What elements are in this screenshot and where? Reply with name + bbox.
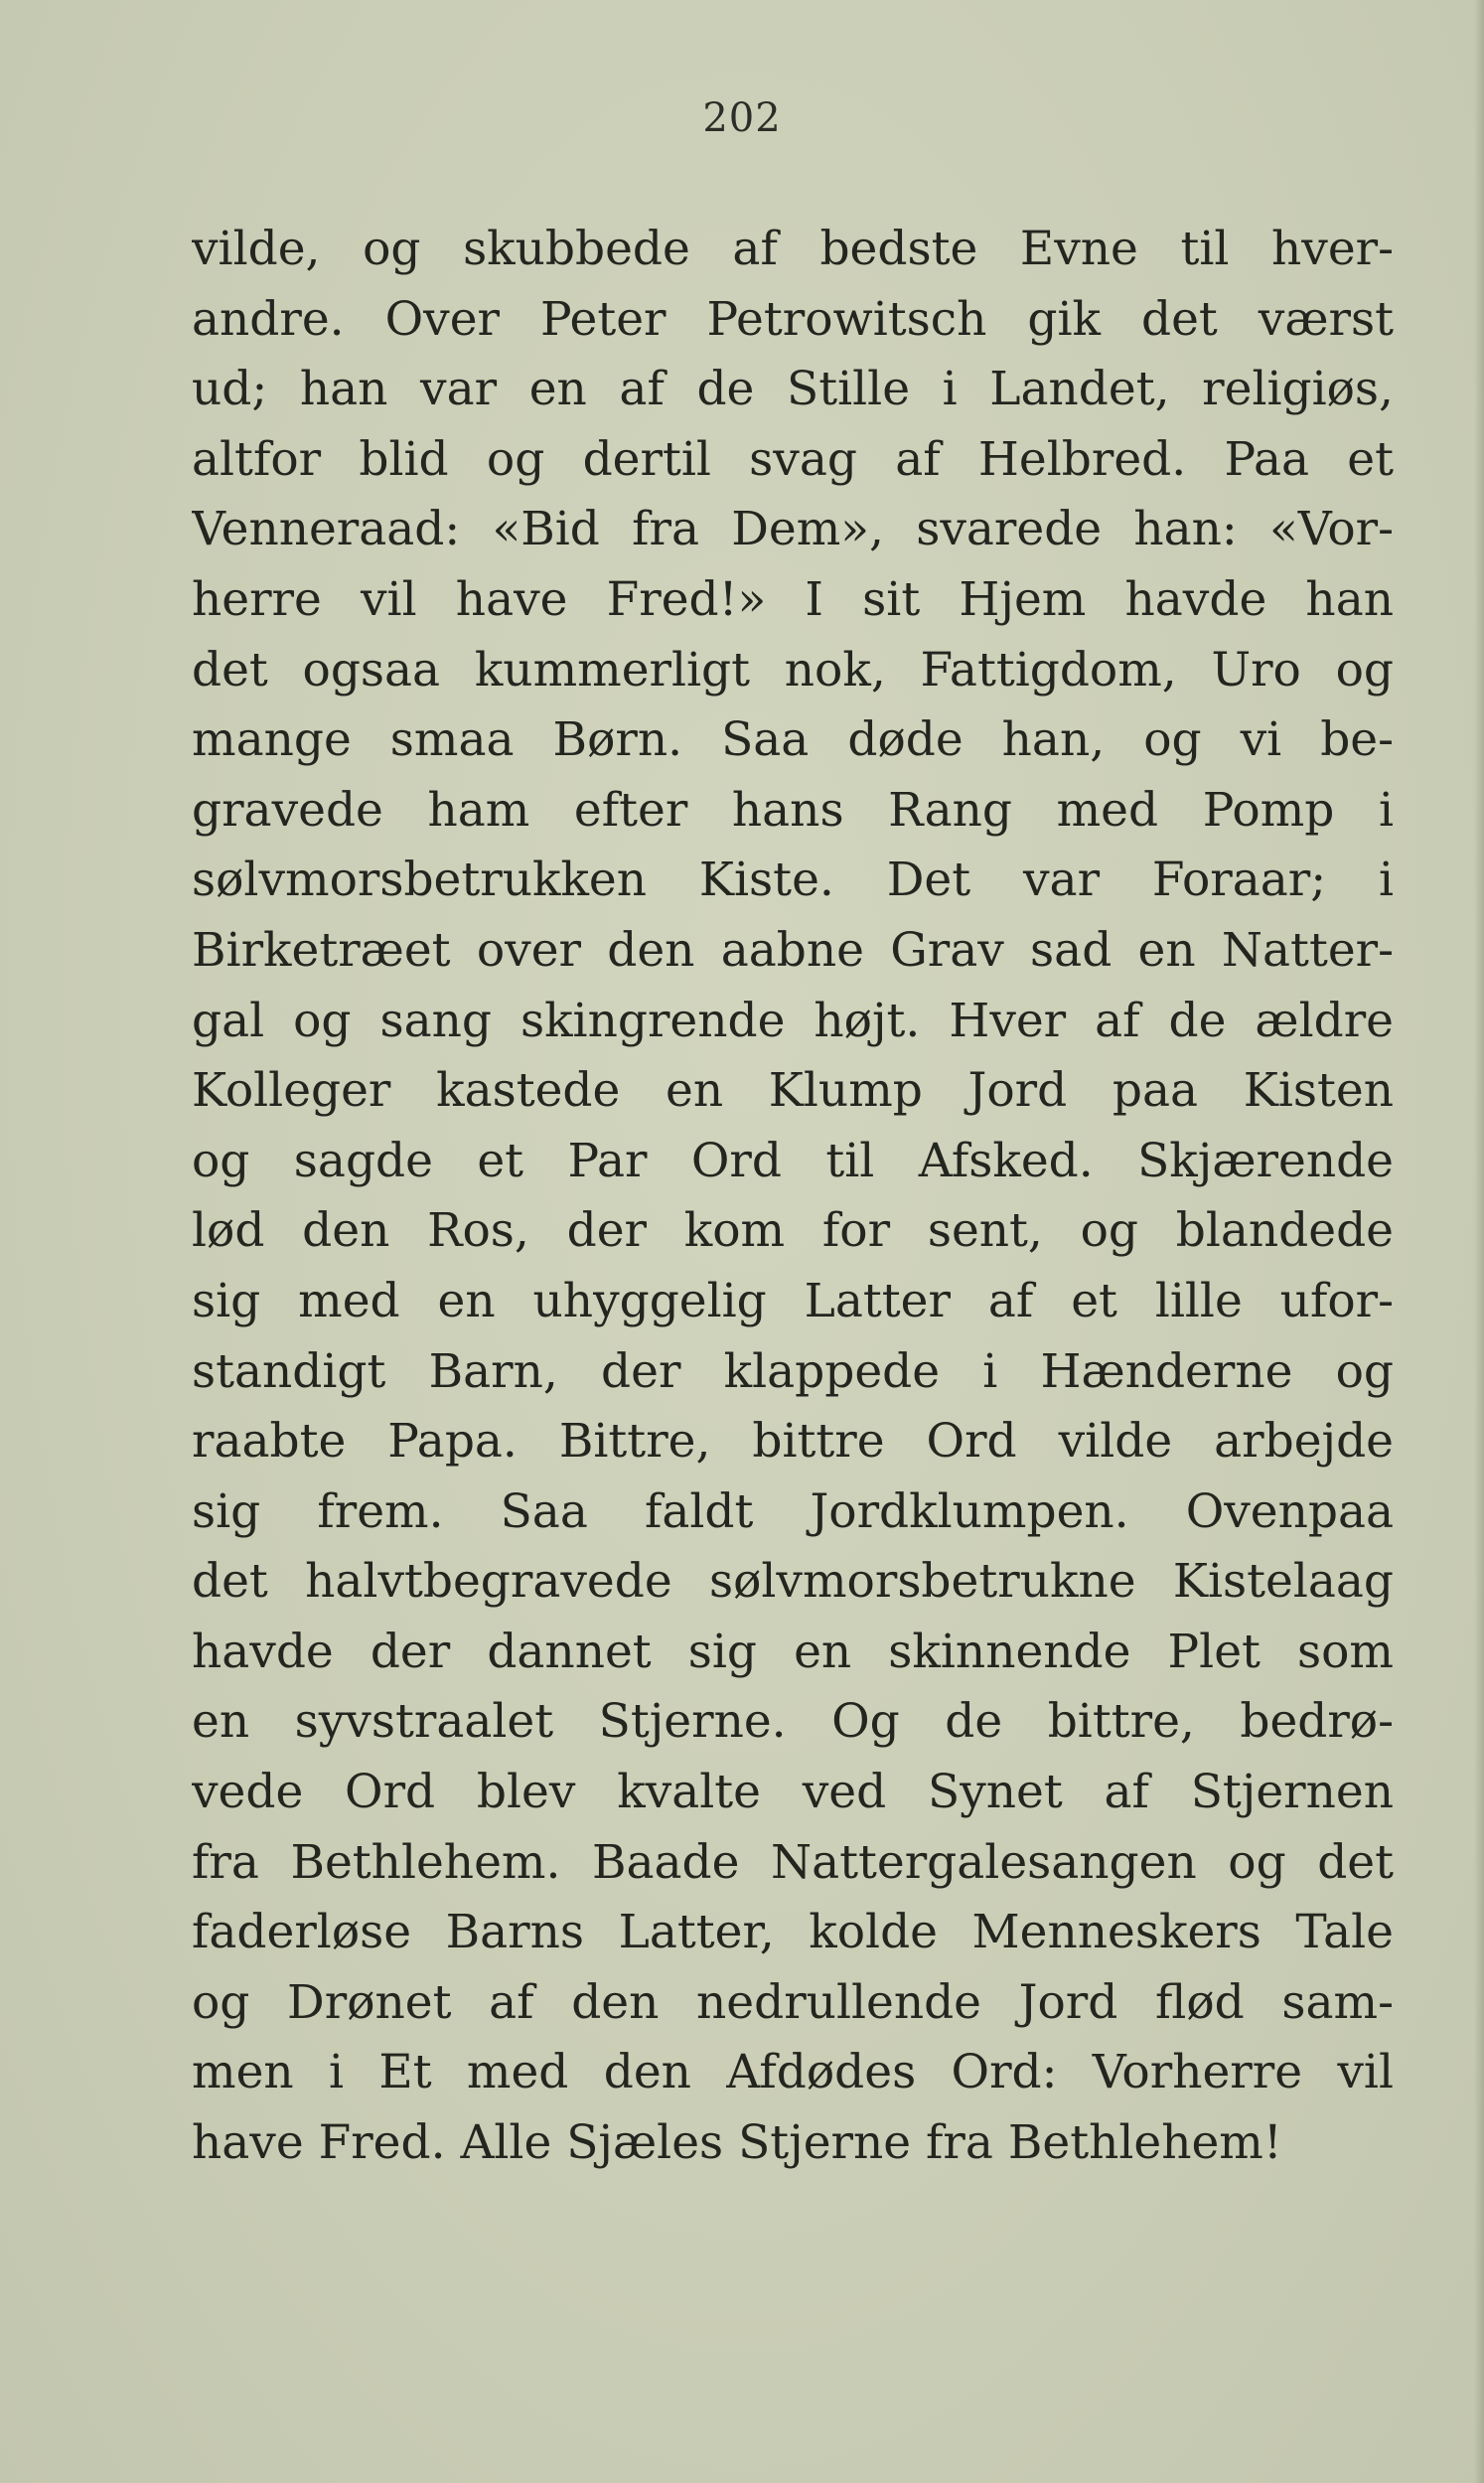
text-line: Venneraad: «Bid fra Dem», svarede han: «Vor- <box>192 502 1394 557</box>
text-line: sig med en uhyggelig Latter af et lille ufor- <box>192 1273 1394 1328</box>
text-line: og Drønet af den nedrullende Jord flød sam- <box>192 1974 1394 2030</box>
body-text <box>192 221 1394 2185</box>
page-number: 202 <box>702 95 782 141</box>
text-line: gal og sang skingrende højt. Hver af de ældre <box>192 993 1394 1048</box>
text-line: have Fred. Alle Sjæles Stjerne fra Bethlehem! <box>192 2115 1282 2171</box>
text-line: det ogsaa kummerligt nok, Fattigdom, Uro og <box>192 642 1394 698</box>
text-line: men i Et med den Afdødes Ord: Vorherre vil <box>192 2045 1394 2100</box>
text-line: raabte Papa. Bittre, bittre Ord vilde arbejde <box>192 1414 1394 1470</box>
text-line: herre vil have Fred!» I sit Hjem havde han <box>192 571 1394 627</box>
text-line: ud; han var en af de Stille i Landet, religiøs, <box>192 362 1394 417</box>
text-line: havde der dannet sig en skinnende Plet som <box>192 1624 1394 1679</box>
text-line: Birketræet over den aabne Grav sad en Natter- <box>192 922 1394 978</box>
text-line: lød den Ros, der kom for sent, og blandede <box>192 1203 1394 1259</box>
text-line: altfor blid og dertil svag af Helbred. Paa et <box>192 431 1394 487</box>
text-line: en syvstraalet Stjerne. Og de bittre, bedrø- <box>192 1694 1394 1750</box>
text-line: vede Ord blev kvalte ved Synet af Stjernen <box>192 1765 1394 1820</box>
text-line: vilde, og skubbede af bedste Evne til hver- <box>192 222 1394 276</box>
page-edge-shadow <box>1474 0 1484 2483</box>
text-line: fra Bethlehem. Baade Nattergalesangen og det <box>192 1834 1394 1890</box>
text-line: og sagde et Par Ord til Afsked. Skjærende <box>192 1133 1394 1188</box>
text-line: sølvmorsbetrukken Kiste. Det var Foraar; i <box>192 853 1394 908</box>
text-line: det halvtbegravede sølvmorsbetrukne Kistelaag <box>192 1554 1394 1610</box>
text-line: gravede ham efter hans Rang med Pomp i <box>192 782 1394 838</box>
text-line: sig frem. Saa faldt Jordklumpen. Ovenpaa <box>192 1483 1394 1539</box>
text-line: mange smaa Børn. Saa døde han, og vi be- <box>192 712 1394 768</box>
text-line: standigt Barn, der klappede i Hænderne og <box>192 1343 1394 1399</box>
text-line: faderløse Barns Latter, kolde Menneskers Tale <box>192 1905 1394 1960</box>
text-line: Kolleger kastede en Klump Jord paa Kisten <box>192 1063 1394 1119</box>
text-line: andre. Over Peter Petrowitsch gik det værst <box>192 291 1394 347</box>
